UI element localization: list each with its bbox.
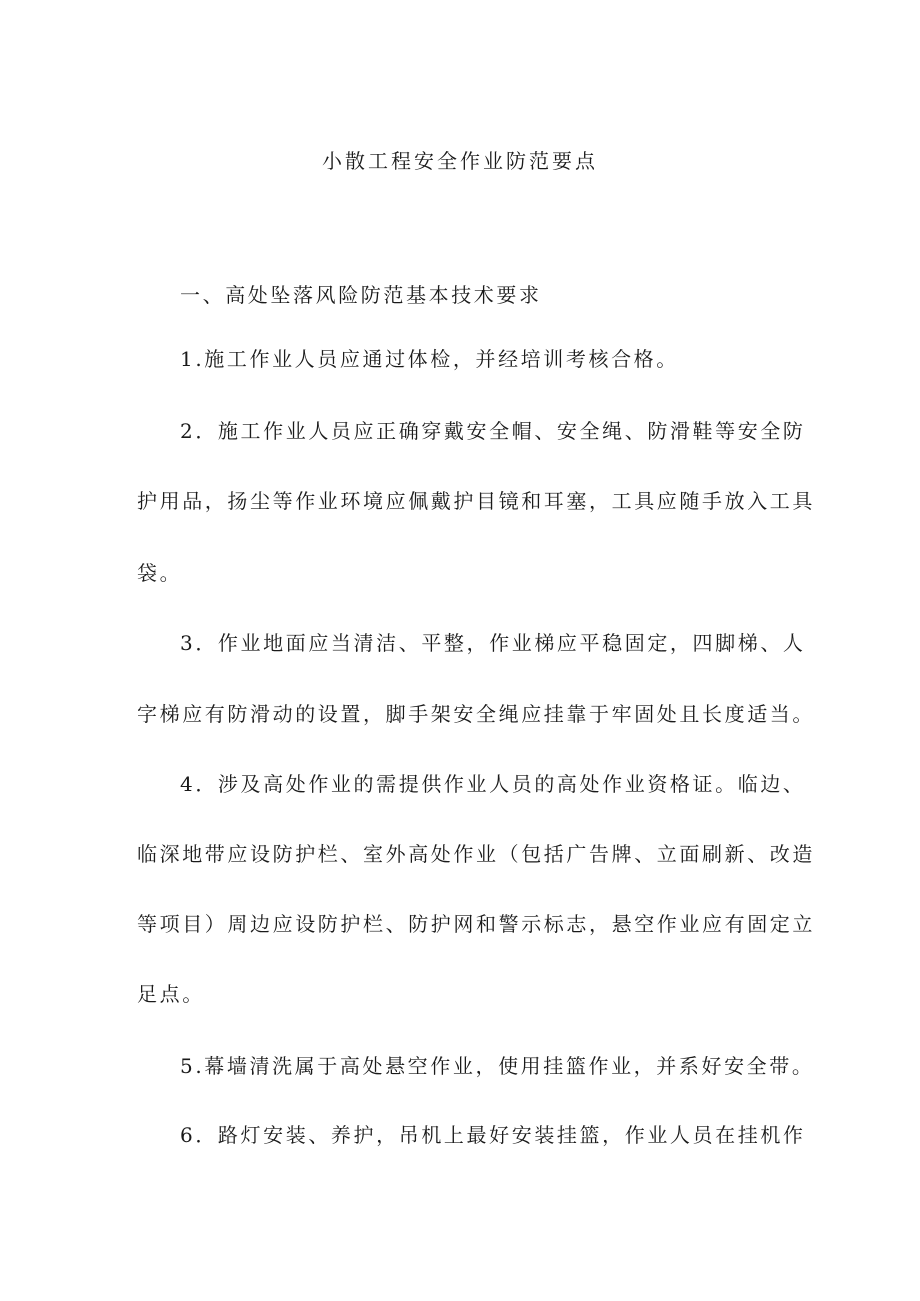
document-title: 小散工程安全作业防范要点 — [322, 149, 598, 173]
paragraph-line: 6．路灯安装、养护，吊机上最好安装挂篮，作业人员在挂机作 — [180, 1123, 806, 1147]
section-heading: 一、高处坠落风险防范基本技术要求 — [180, 283, 542, 307]
paragraph-line: 字梯应有防滑动的设置，脚手架安全绳应挂靠于牢固处且长度适当。 — [137, 702, 815, 726]
paragraph-line: 1.施工作业人员应通过体检，并经培训考核合格。 — [180, 347, 679, 371]
paragraph-line: 4．涉及高处作业的需提供作业人员的高处作业资格证。临边、 — [180, 772, 806, 796]
paragraph-line: 等项目）周边应设防护栏、防护网和警示标志，悬空作业应有固定立 — [137, 912, 815, 936]
paragraph-line: 袋。 — [137, 561, 183, 585]
paragraph-line: 5.幕墙清洗属于高处悬空作业，使用挂篮作业，并系好安全带。 — [180, 1054, 815, 1078]
paragraph-line: 足点。 — [137, 982, 205, 1006]
paragraph-line: 3．作业地面应当清洁、平整，作业梯应平稳固定，四脚梯、人 — [180, 631, 806, 655]
paragraph-line: 临深地带应设防护栏、室外高处作业（包括广告牌、立面刷新、改造 — [137, 842, 815, 866]
paragraph-line: 护用品，扬尘等作业环境应佩戴护目镜和耳塞，工具应随手放入工具 — [137, 489, 815, 513]
paragraph-line: 2．施工作业人员应正确穿戴安全帽、安全绳、防滑鞋等安全防 — [180, 419, 806, 443]
